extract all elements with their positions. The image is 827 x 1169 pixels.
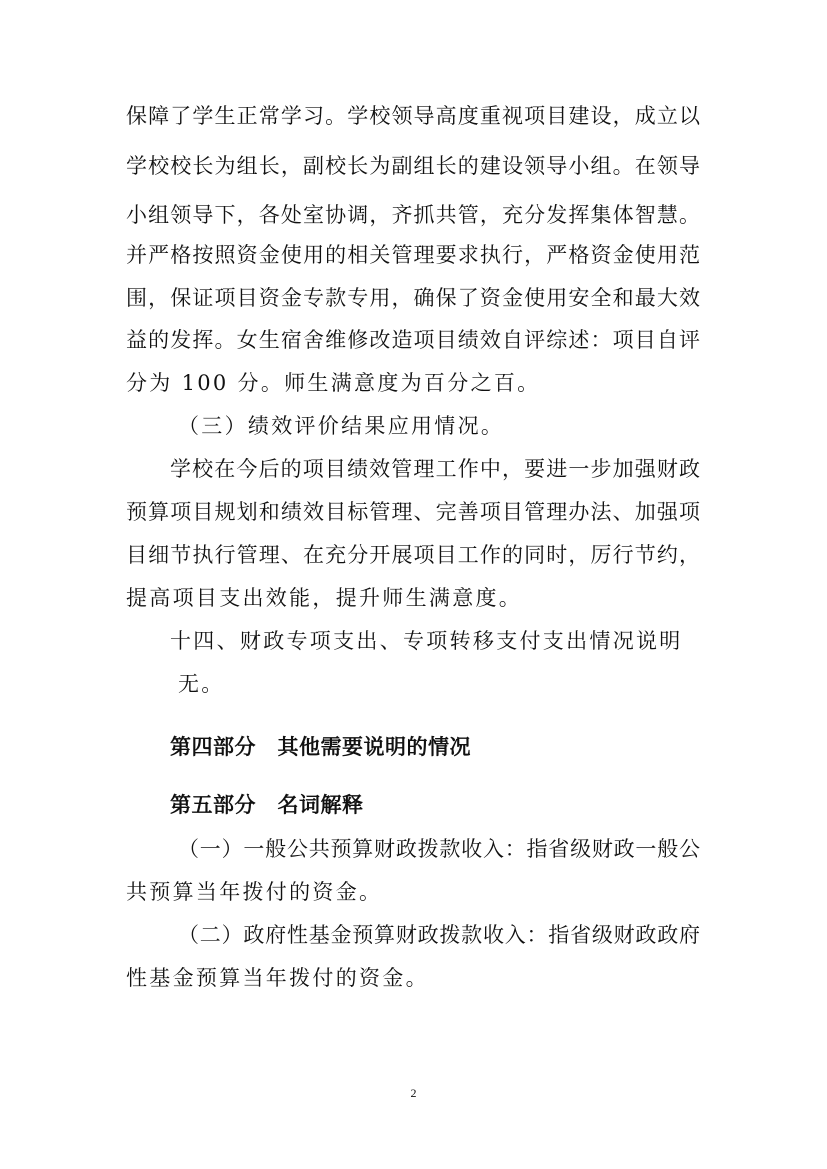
page-number: 2 [410, 1086, 417, 1100]
paragraph-line: 围，保证项目资金专款专用，确保了资金使用安全和最大效 [126, 286, 700, 310]
paragraph-line: 益的发挥。女生宿舍维修改造项目绩效自评综述：项目自评 [126, 328, 700, 352]
paragraph-line: 预算项目规划和绩效目标管理、完善项目管理办法、加强项 [126, 500, 700, 524]
paragraph-line: 小组领导下，各处室协调，齐抓共管，充分发挥集体智慧。 [126, 203, 700, 227]
definition-line: 性基金预算当年拨付的资金。 [126, 966, 429, 990]
definition-line: （一）一般公共预算财政拨款收入：指省级财政一般公 [178, 837, 700, 861]
paragraph-line: 学校校长为组长，副校长为副组长的建设领导小组。在领导 [126, 154, 700, 178]
paragraph-line: 无。 [178, 672, 225, 696]
subsection-title: （三）绩效评价结果应用情况。 [178, 414, 505, 438]
part-four-heading: 第四部分 其他需要说明的情况 [170, 735, 471, 759]
definition-line: 共预算当年拨付的资金。 [126, 880, 383, 904]
paragraph-line: 保障了学生正常学习。学校领导高度重视项目建设，成立以 [126, 104, 700, 128]
definition-line: （二）政府性基金预算财政拨款收入：指省级财政政府 [178, 923, 700, 947]
section-item-title: 十四、财政专项支出、专项转移支付支出情况说明 [170, 629, 683, 653]
paragraph-line: 学校在今后的项目绩效管理工作中，要进一步加强财政 [170, 457, 700, 481]
paragraph-line: 提高项目支出效能，提升师生满意度。 [126, 586, 523, 610]
paragraph-line: 目细节执行管理、在充分开展项目工作的同时，厉行节约， [126, 543, 700, 567]
paragraph-line: 并严格按照资金使用的相关管理要求执行，严格资金使用范 [126, 243, 700, 267]
paragraph-line: 分为 100 分。师生满意度为百分之百。 [126, 371, 541, 395]
part-five-heading: 第五部分 名词解释 [170, 793, 364, 817]
